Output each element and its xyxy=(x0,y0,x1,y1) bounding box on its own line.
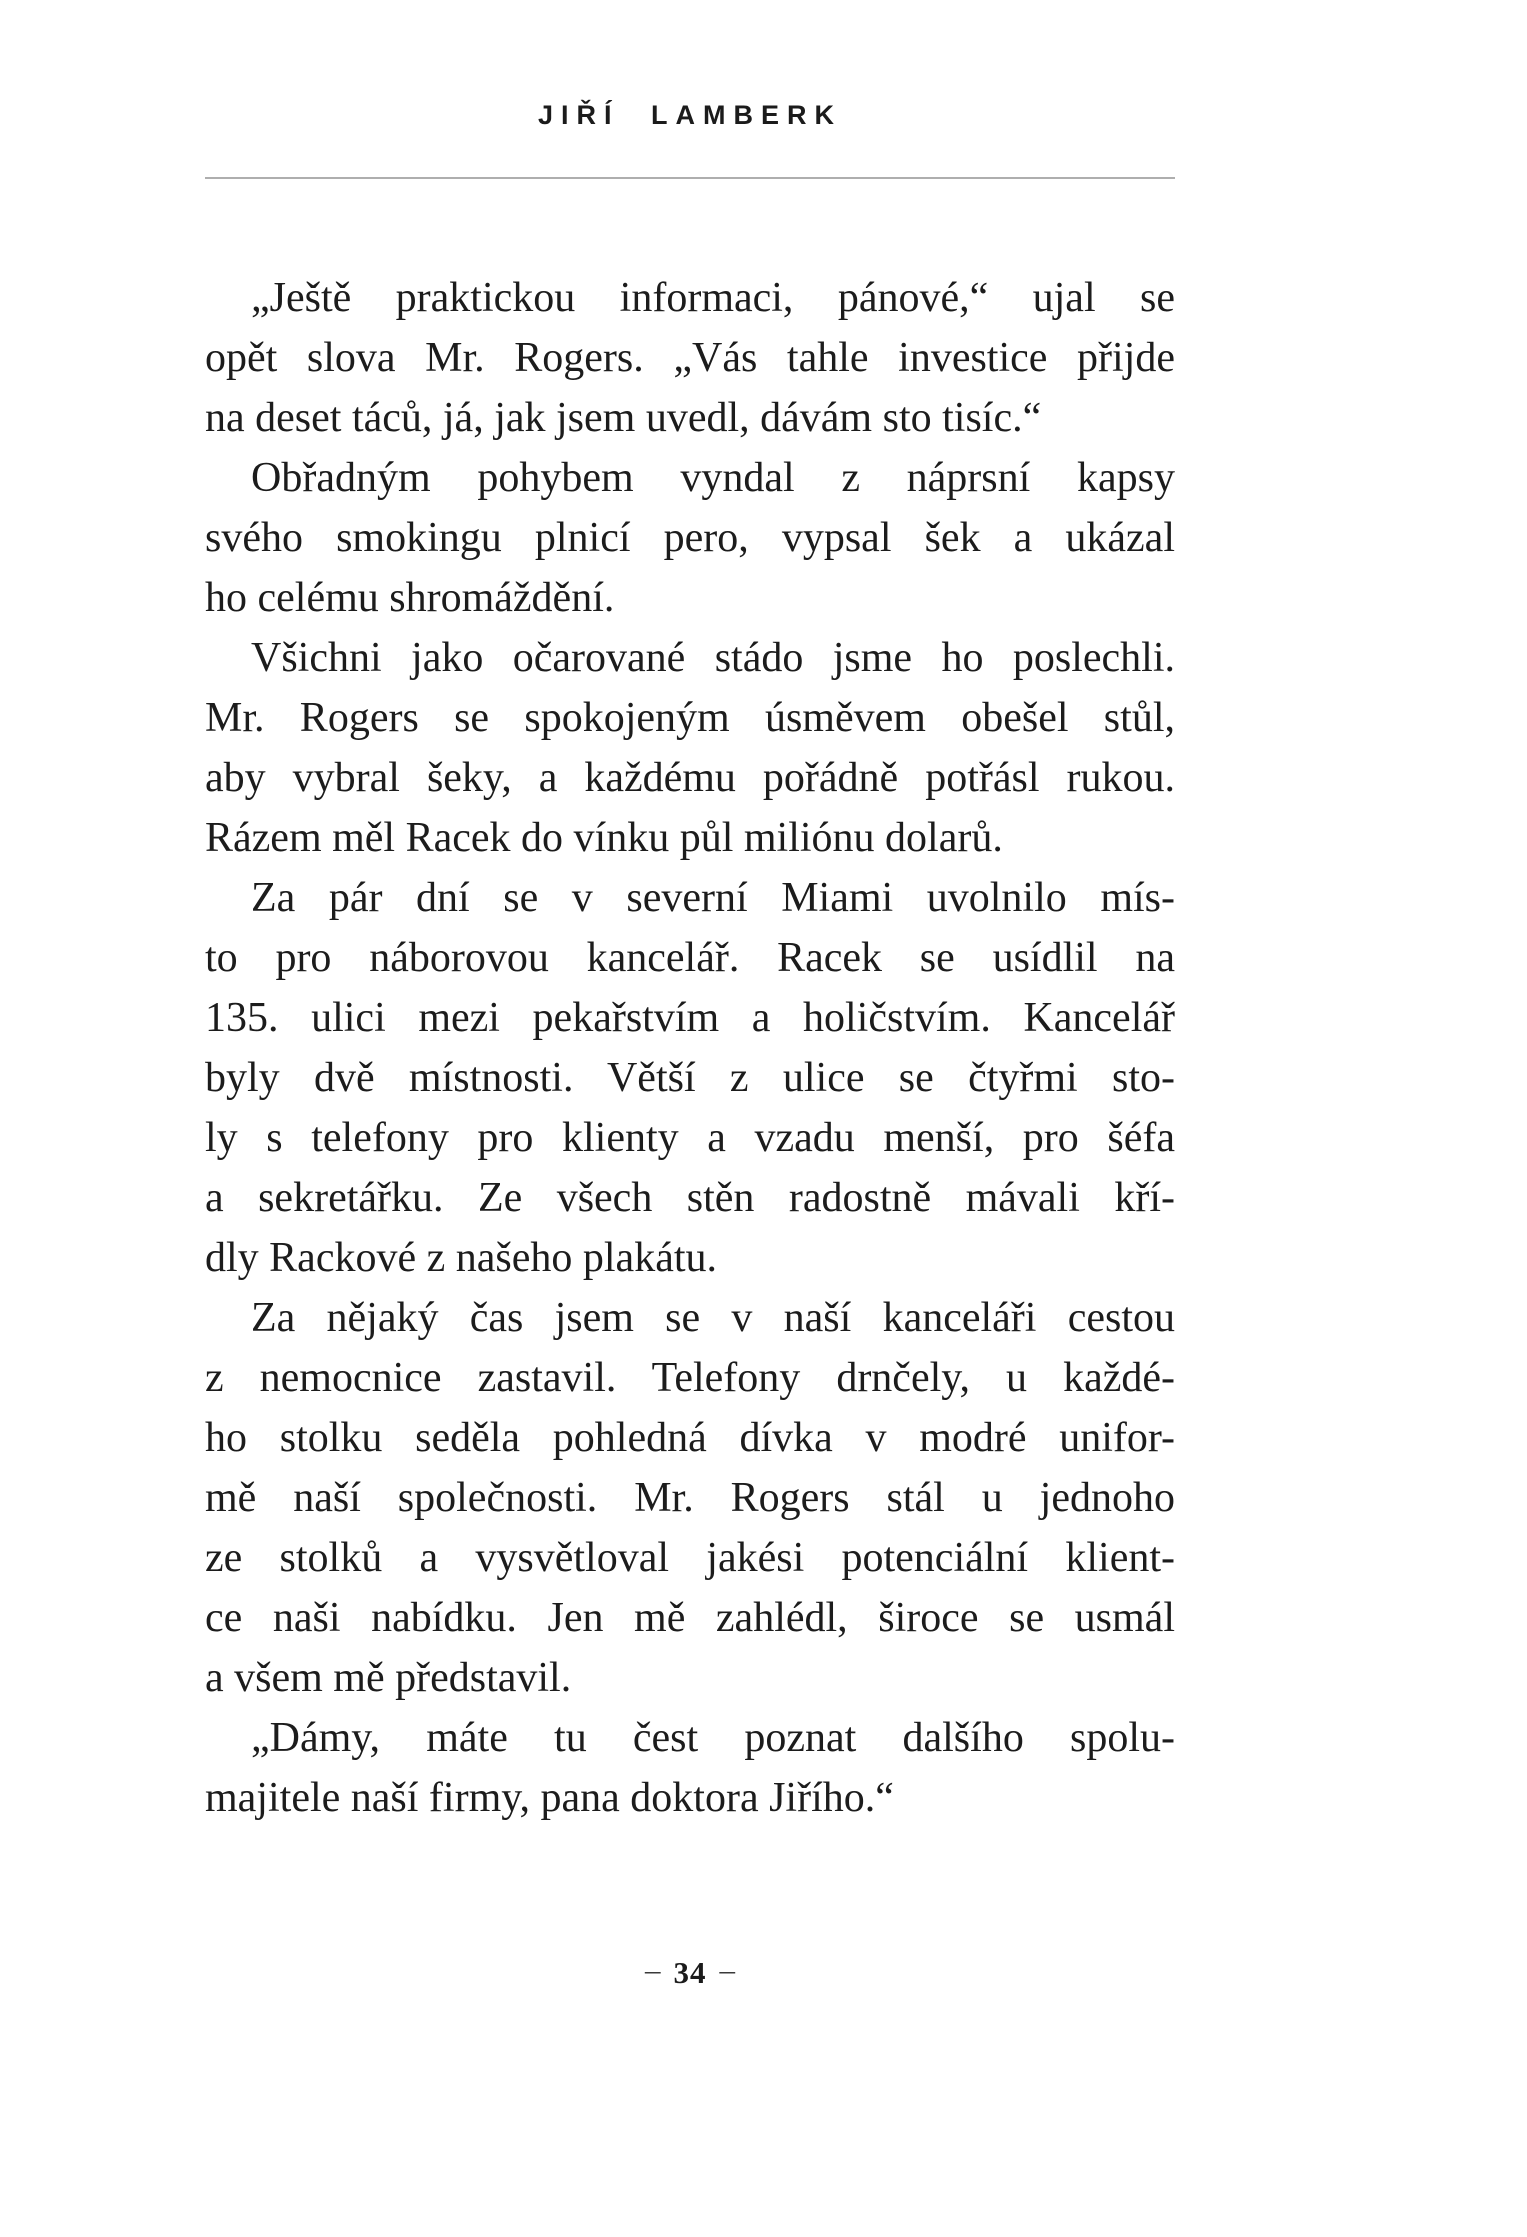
page-footer xyxy=(205,1952,1175,1991)
text-line: dly Rackové z našeho plakátu. xyxy=(205,1235,717,1281)
text-line: ce naši nabídku. Jen mě zahlédl, široce se usmál xyxy=(205,1595,1175,1641)
footer-dash-left: – xyxy=(645,1952,661,1987)
text-line: to pro náborovou kancelář. Racek se usídlil na xyxy=(205,935,1175,981)
text-line: 135. ulici mezi pekařstvím a holičstvím. Kancelář xyxy=(205,995,1175,1041)
paragraph xyxy=(205,268,1175,448)
text-line: Za pár dní se v severní Miami uvolnilo mís- xyxy=(251,875,1175,921)
text-line: opět slova Mr. Rogers. „Vás tahle investice přijde xyxy=(205,335,1175,381)
text-line: a všem mě představil. xyxy=(205,1655,572,1701)
text-line: „Ještě praktickou informaci, pánové,“ ujal se xyxy=(251,275,1175,321)
paragraph xyxy=(205,1708,1175,1828)
running-header: JIŘÍ LAMBERK xyxy=(537,100,842,130)
text-line: „Dámy, máte tu čest poznat dalšího spolu- xyxy=(251,1715,1175,1761)
text-line: ze stolků a vysvětloval jakési potenciální klient- xyxy=(205,1535,1175,1581)
text-line: svého smokingu plnicí pero, vypsal šek a ukázal xyxy=(205,515,1175,561)
paragraph xyxy=(205,448,1175,628)
page-number: 34 xyxy=(673,1955,707,1990)
text-line: aby vybral šeky, a každému pořádně potřásl rukou. xyxy=(205,755,1175,801)
text-line: Mr. Rogers se spokojeným úsměvem obešel stůl, xyxy=(205,695,1175,741)
text-line: z nemocnice zastavil. Telefony drnčely, u každé- xyxy=(205,1355,1175,1401)
text-line: mě naší společnosti. Mr. Rogers stál u jednoho xyxy=(205,1475,1175,1521)
text-block xyxy=(205,268,1175,1828)
footer-dash-right: – xyxy=(719,1952,735,1987)
text-line: a sekretářku. Ze všech stěn radostně mávali kří- xyxy=(205,1175,1175,1221)
text-line: Rázem měl Racek do vínku půl miliónu dolarů. xyxy=(205,815,1003,861)
text-line: Za nějaký čas jsem se v naší kanceláři cestou xyxy=(251,1295,1175,1341)
paragraph xyxy=(205,1288,1175,1708)
paragraph xyxy=(205,868,1175,1288)
header-rule xyxy=(205,177,1175,179)
text-line: byly dvě místnosti. Větší z ulice se čtyřmi sto- xyxy=(205,1055,1175,1101)
text-line: majitele naší firmy, pana doktora Jiřího.“ xyxy=(205,1775,894,1821)
text-line: ly s telefony pro klienty a vzadu menší, pro šéfa xyxy=(205,1115,1175,1161)
text-line: Všichni jako očarované stádo jsme ho poslechli. xyxy=(251,635,1175,681)
text-line: ho celému shromáždění. xyxy=(205,575,615,621)
text-line: Obřadným pohybem vyndal z náprsní kapsy xyxy=(251,455,1175,501)
paragraph xyxy=(205,628,1175,868)
text-line: ho stolku seděla pohledná dívka v modré unifor- xyxy=(205,1415,1175,1461)
text-line: na deset táců, já, jak jsem uvedl, dávám sto tisíc.“ xyxy=(205,395,1042,441)
